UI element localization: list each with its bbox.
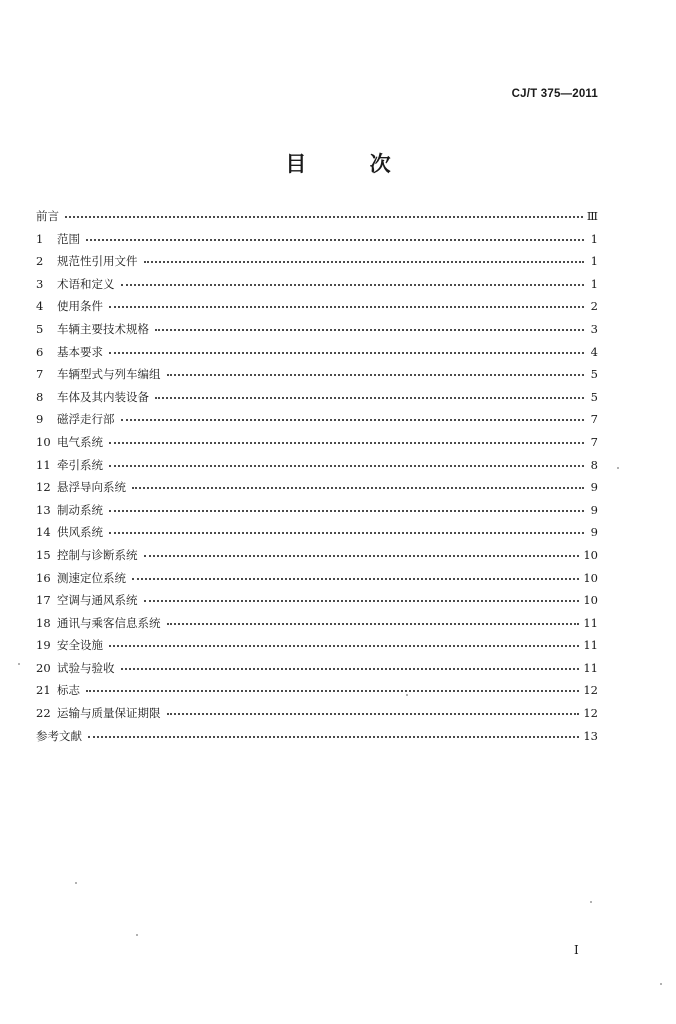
- toc-entry-label: 规范性引用文件: [57, 254, 138, 269]
- toc-entry-label: 参考文献: [36, 728, 82, 743]
- toc-entry-label: 试验与验收: [57, 660, 115, 675]
- toc-dot-leader: [86, 229, 584, 241]
- toc-entry-number: 20: [36, 660, 51, 675]
- toc-entry-page: Ⅲ: [586, 209, 598, 223]
- toc-entry-label: 供风系统: [57, 525, 103, 540]
- toc-entry-page: 11: [583, 638, 598, 653]
- toc-entry-number: 15: [36, 547, 51, 562]
- toc-entry: [36, 318, 598, 341]
- scan-speck: [660, 983, 662, 985]
- toc-entry-page: 3: [590, 321, 598, 336]
- toc-entry-label: 车体及其内装设备: [57, 389, 149, 404]
- table-of-contents: [36, 205, 598, 747]
- toc-entry: [36, 341, 598, 364]
- toc-entry-label: 运输与质量保证期限: [57, 706, 161, 721]
- toc-entry-label: 电气系统: [57, 434, 103, 449]
- toc-entry-page: 9: [590, 480, 598, 495]
- toc-entry: [36, 250, 598, 273]
- toc-entry-number: 22: [36, 706, 51, 721]
- toc-dot-leader: [86, 680, 579, 692]
- scan-speck: [136, 934, 138, 936]
- toc-entry-number: 9: [36, 412, 44, 427]
- toc-dot-leader: [109, 432, 584, 444]
- toc-dot-leader: [144, 590, 580, 602]
- toc-entry-page: 1: [590, 231, 598, 246]
- toc-entry-number: 11: [36, 457, 51, 472]
- toc-entry-page: 10: [583, 570, 598, 585]
- toc-entry-page: 5: [590, 367, 598, 382]
- toc-dot-leader: [88, 726, 579, 738]
- toc-entry-number: 12: [36, 480, 51, 495]
- toc-entry-number: 16: [36, 570, 51, 585]
- toc-entry: [36, 679, 598, 702]
- scan-speck: [406, 694, 408, 696]
- toc-dot-leader: [121, 409, 585, 421]
- toc-dot-leader: [155, 319, 584, 331]
- toc-entry: [36, 273, 598, 296]
- toc-dot-leader: [109, 342, 584, 354]
- toc-entry-label: 前言: [36, 209, 59, 223]
- toc-entry: [36, 657, 598, 680]
- toc-entry-page: 10: [583, 547, 598, 562]
- toc-dot-leader: [155, 387, 584, 399]
- toc-entry: [36, 386, 598, 409]
- toc-entry-label: 悬浮导向系统: [57, 480, 126, 495]
- toc-entry-number: 18: [36, 615, 51, 630]
- toc-entry-label: 术语和定义: [57, 276, 115, 291]
- toc-entry: [36, 295, 598, 318]
- toc-entry-label: 牵引系统: [57, 457, 103, 472]
- toc-entry-page: 4: [590, 344, 598, 359]
- toc-dot-leader: [109, 455, 584, 467]
- toc-entry: [36, 544, 598, 567]
- toc-entry-label: 控制与诊断系统: [57, 547, 138, 562]
- scan-speck: [18, 663, 20, 665]
- toc-dot-leader: [109, 500, 584, 512]
- toc-entry: [36, 363, 598, 386]
- toc-entry: [36, 521, 598, 544]
- toc-entry: [36, 589, 598, 612]
- toc-entry-label: 车辆型式与列车编组: [57, 367, 161, 382]
- toc-dot-leader: [167, 364, 585, 376]
- toc-entry-page: 9: [590, 502, 598, 517]
- toc-dot-leader: [132, 568, 579, 580]
- toc-entry-label: 车辆主要技术规格: [57, 321, 149, 336]
- toc-entry-number: 3: [36, 276, 44, 291]
- toc-entry-label: 通讯与乘客信息系统: [57, 615, 161, 630]
- toc-entry-page: 10: [583, 593, 598, 608]
- toc-entry: [36, 634, 598, 657]
- toc-entry-page: 5: [590, 389, 598, 404]
- scan-speck: [75, 882, 77, 884]
- toc-entry-page: 1: [590, 276, 598, 291]
- toc-entry-page: 1: [590, 254, 598, 269]
- toc-entry-label: 安全设施: [57, 638, 103, 653]
- toc-entry-label: 范围: [57, 231, 80, 246]
- toc-entry-label: 基本要求: [57, 344, 103, 359]
- scan-speck: [617, 467, 619, 469]
- toc-entry-page: 11: [583, 615, 598, 630]
- document-code: CJ/T 375—2011: [511, 88, 598, 100]
- toc-entry-number: 14: [36, 525, 51, 540]
- toc-entry-label: 测速定位系统: [57, 570, 126, 585]
- toc-entry-number: 8: [36, 389, 44, 404]
- toc-dot-leader: [109, 522, 584, 534]
- toc-dot-leader: [144, 251, 585, 263]
- toc-entry-label: 标志: [57, 683, 80, 698]
- toc-entry-page: 8: [590, 457, 598, 472]
- toc-entry-number: 2: [36, 254, 44, 269]
- toc-entry-number: 13: [36, 502, 51, 517]
- toc-entry-page: 7: [590, 434, 598, 449]
- toc-title: 目 次: [285, 152, 419, 176]
- toc-dot-leader: [121, 658, 580, 670]
- toc-entry-label: 制动系统: [57, 502, 103, 517]
- toc-entry-page: 2: [590, 299, 598, 314]
- toc-entry: [36, 454, 598, 477]
- toc-entry: [36, 476, 598, 499]
- toc-entry-number: 10: [36, 434, 51, 449]
- toc-entry-number: 4: [36, 299, 44, 314]
- toc-entry-label: 磁浮走行部: [57, 412, 115, 427]
- page-number: I: [574, 943, 579, 957]
- toc-entry: [36, 702, 598, 725]
- toc-entry-label: 使用条件: [57, 299, 103, 314]
- toc-entry-page: 7: [590, 412, 598, 427]
- toc-entry: [36, 408, 598, 431]
- toc-entry: [36, 228, 598, 251]
- toc-entry-label: 空调与通风系统: [57, 593, 138, 608]
- toc-dot-leader: [109, 635, 579, 647]
- toc-entry-number: 1: [36, 231, 44, 246]
- toc-entry: [36, 499, 598, 522]
- scan-speck: [590, 901, 592, 903]
- toc-entry-page: 13: [583, 728, 598, 743]
- toc-entry-number: 7: [36, 367, 44, 382]
- toc-dot-leader: [167, 703, 580, 715]
- toc-entry-page: 12: [583, 706, 598, 721]
- toc-entry-page: 12: [583, 683, 598, 698]
- toc-entry: [36, 205, 598, 228]
- toc-entry-page: 11: [583, 660, 598, 675]
- toc-dot-leader: [132, 477, 584, 489]
- toc-dot-leader: [121, 274, 585, 286]
- toc-entry: [36, 567, 598, 590]
- toc-entry-page: 9: [590, 525, 598, 540]
- toc-dot-leader: [65, 206, 583, 218]
- toc-dot-leader: [167, 613, 580, 625]
- toc-entry-number: 17: [36, 593, 51, 608]
- toc-entry-number: 19: [36, 638, 51, 653]
- toc-entry: [36, 725, 598, 748]
- toc-dot-leader: [109, 296, 584, 308]
- toc-entry-number: 21: [36, 683, 51, 698]
- toc-entry-number: 6: [36, 344, 44, 359]
- toc-dot-leader: [144, 545, 580, 557]
- toc-entry-number: 5: [36, 321, 44, 336]
- toc-entry: [36, 612, 598, 635]
- toc-entry: [36, 431, 598, 454]
